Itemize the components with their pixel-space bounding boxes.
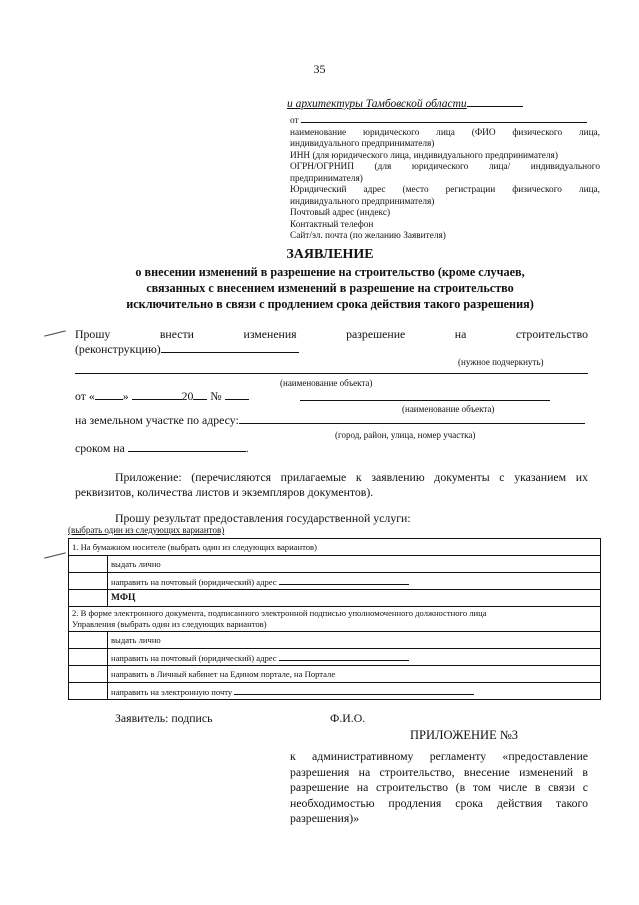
object-name-hint-2: (наименование объекта) [402,404,495,414]
appendix-line-4: необходимостью продления срока действия такого [290,795,588,810]
authority-text: и архитектуры Тамбовской области [287,98,467,110]
margin-mark-2 [44,552,66,558]
table-row [69,539,601,556]
authority-line [287,96,523,110]
electronic-header-line-1: 2. В форме электронного документа, подписанного электронной подписью уполномоченного должностного лица [72,608,487,618]
header-line-1: наименование юридического лица (ФИО физического лица, [290,127,600,138]
request-line [75,327,588,342]
address-field[interactable] [239,413,585,424]
address-hint: (город, район, улица, номер участка) [335,430,476,440]
object-name-field-2[interactable] [300,400,550,401]
term-line [75,441,249,456]
table-row [69,666,601,683]
date-close: » [122,389,129,403]
option-electronic-1[interactable]: выдать лично [108,632,601,649]
fio-label: Ф.И.О. [330,711,366,725]
request-word-6: строительство [515,327,588,341]
email-field[interactable] [234,686,474,695]
doc-subtitle-1: о внесении изменений в разрешение на строительство (кроме случаев, [135,265,525,279]
appendix-line-2: разрешения на строительство, внесение изменений в [290,764,588,779]
year-field[interactable] [193,389,207,400]
appendix-line-5: разрешения)» [290,811,360,825]
option-electronic-2[interactable] [108,649,601,666]
doc-subtitle-2: связанных с внесением изменений в разрешение на строительство [146,281,514,295]
table-row [69,590,601,607]
authority-underline [467,96,523,107]
from-label: от [290,116,299,126]
term-label: сроком на [75,441,125,455]
postal-address-field[interactable] [279,576,409,585]
appendix-line-1: к административному регламенту «предоставление [290,749,588,763]
margin-mark-1 [44,330,66,336]
electronic-header [69,607,601,632]
option-checkbox-electronic-4[interactable] [69,683,108,700]
term-end: . [245,441,249,455]
request-word-4: разрешение [346,327,406,341]
land-plot-line [75,413,585,428]
option-electronic-4[interactable] [108,683,601,700]
doc-title: ЗАЯВЛЕНИЕ [286,247,374,262]
option-electronic-4-label: направить на электронную почту [111,686,233,697]
doc-subtitle-3: исключительно в связи с продлением срока действия такого разрешения) [126,297,534,311]
object-name-hint: (наименование объекта) [280,378,373,388]
option-paper-3[interactable]: МФЦ [108,590,601,607]
sender-block [290,112,600,243]
header-line-4: ОГРН/ОГРНИП (для юридического лица/ индивидуального [290,162,600,172]
option-paper-1[interactable]: выдать лично [108,556,601,573]
header-line-7: индивидуального предпринимателя) [290,196,435,207]
result-options-table [68,538,601,700]
table-row [69,683,601,700]
reconstruction-line [75,342,299,357]
option-paper-2-label: направить на почтовый (юридический) адрес [111,576,277,587]
day-field[interactable] [95,389,123,400]
land-plot-label: на земельном участке по адресу: [75,413,239,427]
reconstruction-label: (реконструкцию) [75,342,161,356]
header-line-10: Сайт/эл. почта (по желанию Заявителя) [290,231,446,241]
signature-label: Заявитель: подпись [115,711,213,725]
header-line-8: Почтовый адрес (индекс) [290,208,391,218]
option-electronic-2-label: направить на почтовый (юридический) адрес [111,652,277,663]
from-line [290,112,600,128]
table-row [69,607,601,632]
date-open: от « [75,389,95,403]
table-row [69,556,601,573]
request-word-5: на [454,327,467,341]
object-name-field[interactable] [75,373,588,374]
attachment-line-1: Приложение: (перечисляются прилагаемые к заявлению документы с указанием их [115,470,588,484]
underline-hint: (нужное подчеркнуть) [458,357,544,367]
request-word-2: внести [159,327,194,341]
header-line-5: предпринимателя) [290,173,363,184]
year-prefix: 20 [181,389,194,403]
month-field[interactable] [132,389,182,400]
term-field[interactable] [128,441,246,452]
request-word-1: Прошу [75,327,111,341]
from-field[interactable] [301,112,587,123]
table-row [69,649,601,666]
option-electronic-3[interactable]: направить в Личный кабинет на Едином портале, на Портале [108,666,601,683]
table-row [69,573,601,590]
option-checkbox-electronic-1[interactable] [69,632,108,649]
option-checkbox-electronic-2[interactable] [69,649,108,666]
option-checkbox-electronic-3[interactable] [69,666,108,683]
postal-address-field-2[interactable] [279,652,409,661]
date-line [75,389,249,404]
number-field[interactable] [225,389,249,400]
page-number: 35 [313,62,326,76]
table-row [69,632,601,649]
request-word-3: изменения [243,327,297,341]
option-paper-2[interactable] [108,573,601,590]
header-line-6: Юридический адрес (место регистрации физического лица, [290,185,600,195]
header-line-2: индивидуального предпринимателя) [290,139,435,149]
appendix-line-3: разрешение на строительство (в том числе в связи с [290,780,588,794]
result-intro: Прошу результат предоставления государственной услуги: [115,511,411,525]
electronic-header-line-2: Управления (выбрать один из следующих вариантов) [72,619,267,629]
header-line-9: Контактный телефон [290,219,374,230]
appendix-title: ПРИЛОЖЕНИЕ №3 [410,728,519,742]
number-sign: № [210,389,222,403]
option-checkbox-paper-1[interactable] [69,556,108,573]
appendix-text [290,749,588,827]
paper-header: 1. На бумажном носителе (выбрать один из следующих вариантов) [69,539,601,556]
option-checkbox-paper-3[interactable] [69,590,108,607]
header-line-3: ИНН (для юридического лица, индивидуального предпринимателя) [290,150,558,161]
attachment-line-2: реквизитов, количества листов и экземпляров документов). [75,485,374,499]
result-choose-hint: (выбрать один из следующих вариантов) [68,525,225,535]
option-checkbox-paper-2[interactable] [69,573,108,590]
reconstruction-field[interactable] [161,342,299,353]
